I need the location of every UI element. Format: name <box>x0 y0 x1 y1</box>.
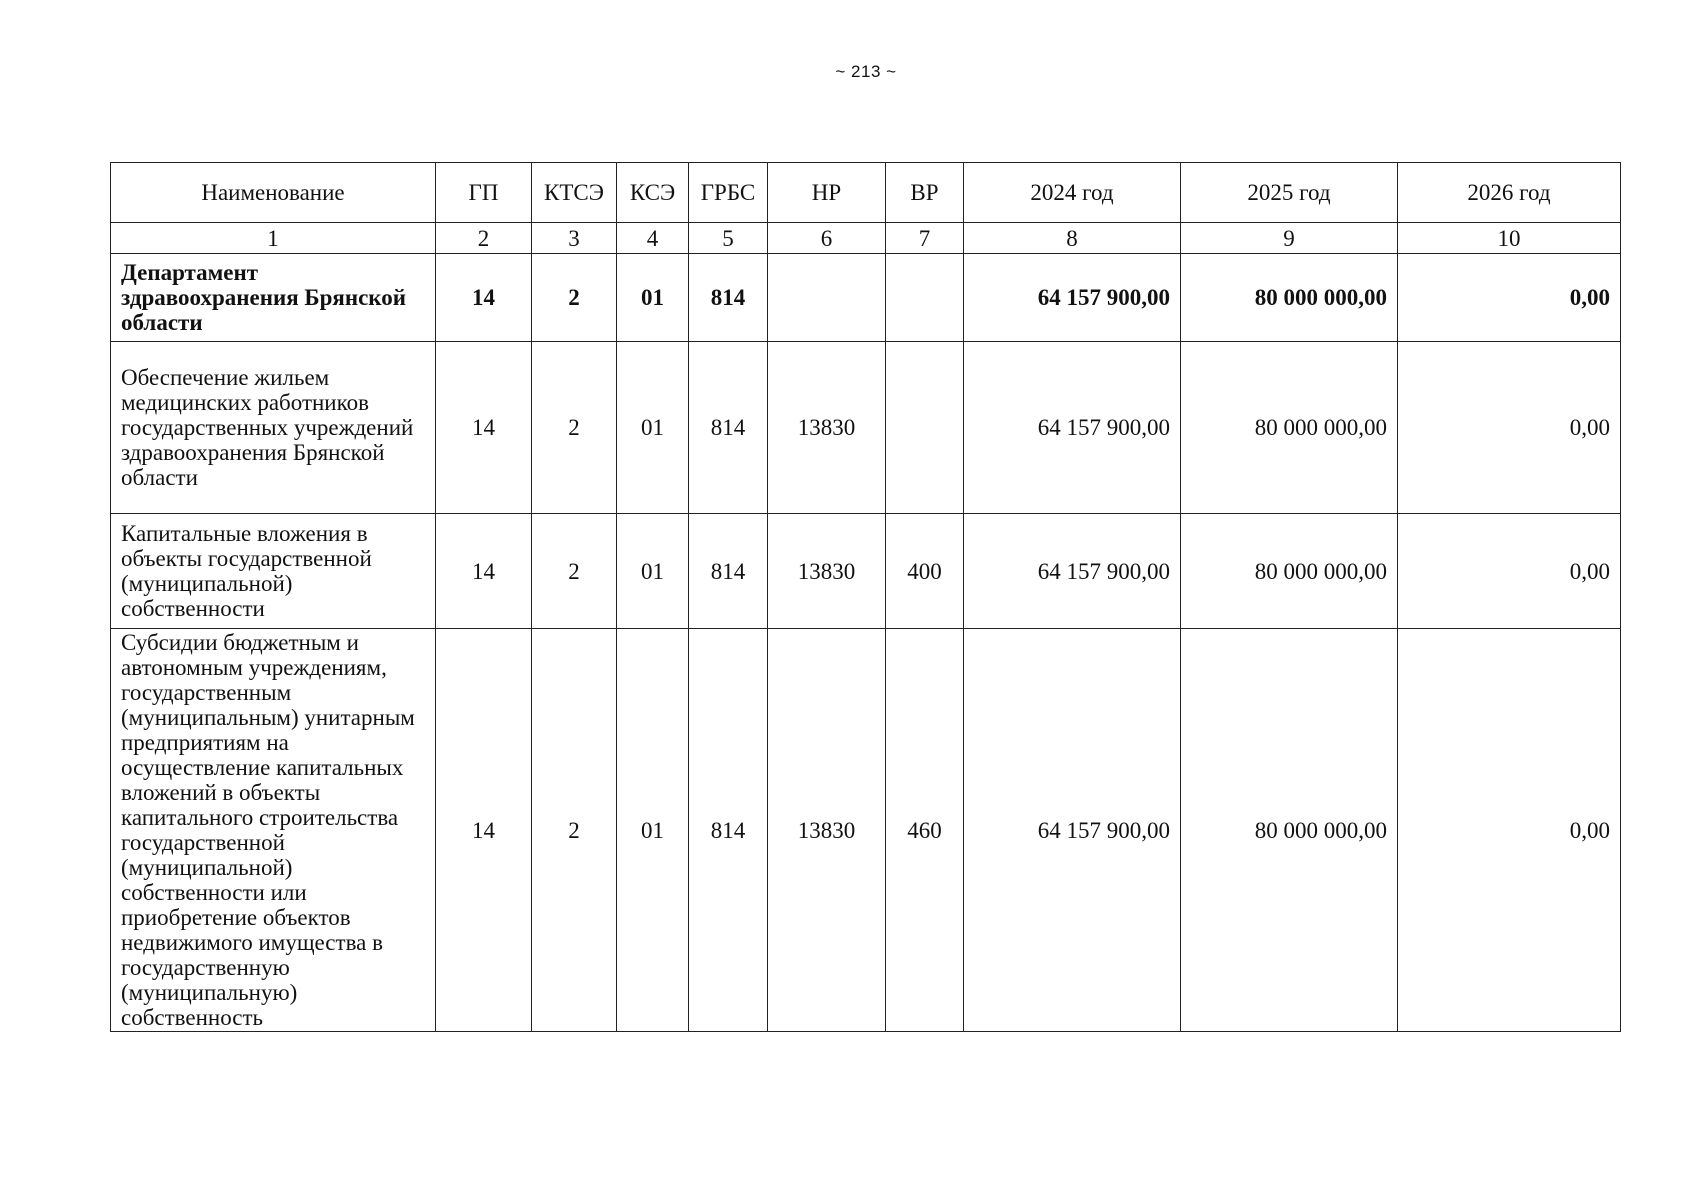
cell-nr: 13830 <box>768 342 886 514</box>
header-2025: 2025 год <box>1181 163 1398 223</box>
header-2026: 2026 год <box>1398 163 1621 223</box>
table-row <box>111 342 1621 514</box>
cell-2025: 80 000 000,00 <box>1181 629 1398 1032</box>
page-number: ~ 213 ~ <box>835 62 897 81</box>
cell-ktse: 2 <box>532 629 617 1032</box>
table-row <box>111 254 1621 342</box>
column-number: 2 <box>436 223 532 254</box>
cell-kse: 01 <box>617 514 689 629</box>
cell-grbs: 814 <box>689 342 768 514</box>
cell-2024: 64 157 900,00 <box>964 629 1181 1032</box>
cell-2026: 0,00 <box>1398 629 1621 1032</box>
header-row <box>111 163 1621 223</box>
cell-2026: 0,00 <box>1398 342 1621 514</box>
cell-grbs: 814 <box>689 514 768 629</box>
header-2024: 2024 год <box>964 163 1181 223</box>
column-number: 7 <box>886 223 964 254</box>
cell-vr: 400 <box>886 514 964 629</box>
cell-2025: 80 000 000,00 <box>1181 342 1398 514</box>
cell-ktse: 2 <box>532 254 617 342</box>
cell-gp: 14 <box>436 342 532 514</box>
cell-grbs: 814 <box>689 254 768 342</box>
column-number: 6 <box>768 223 886 254</box>
cell-2024: 64 157 900,00 <box>964 342 1181 514</box>
row-name: Субсидии бюджетным и автономным учреждениям, государственным (муниципальным) унитарным предприятиям на осуществление капитальных вложений в объекты капитального строительства государственной (муниципальной) собственности или приобретение объектов недвижимого имущества в государственную (муниципальную) собственность <box>111 629 436 1032</box>
row-name: Обеспечение жильем медицинских работников государственных учреждений здравоохранения Брянской области <box>111 342 436 514</box>
column-number-row <box>111 223 1621 254</box>
column-number: 10 <box>1398 223 1621 254</box>
header-grbs: ГРБС <box>689 163 768 223</box>
cell-gp: 14 <box>436 514 532 629</box>
cell-vr <box>886 254 964 342</box>
budget-table <box>110 162 1621 1032</box>
table-row <box>111 514 1621 629</box>
cell-2025: 80 000 000,00 <box>1181 514 1398 629</box>
header-vr: ВР <box>886 163 964 223</box>
cell-ktse: 2 <box>532 514 617 629</box>
cell-vr <box>886 342 964 514</box>
cell-nr: 13830 <box>768 629 886 1032</box>
column-number: 4 <box>617 223 689 254</box>
column-number: 9 <box>1181 223 1398 254</box>
column-number: 3 <box>532 223 617 254</box>
cell-2026: 0,00 <box>1398 254 1621 342</box>
row-name: Капитальные вложения в объекты государственной (муниципальной) собственности <box>111 514 436 629</box>
cell-gp: 14 <box>436 629 532 1032</box>
cell-2024: 64 157 900,00 <box>964 254 1181 342</box>
header-nr: НР <box>768 163 886 223</box>
cell-kse: 01 <box>617 629 689 1032</box>
cell-ktse: 2 <box>532 342 617 514</box>
cell-2024: 64 157 900,00 <box>964 514 1181 629</box>
cell-kse: 01 <box>617 342 689 514</box>
column-number: 8 <box>964 223 1181 254</box>
header-kse: КСЭ <box>617 163 689 223</box>
cell-kse: 01 <box>617 254 689 342</box>
cell-grbs: 814 <box>689 629 768 1032</box>
cell-2026: 0,00 <box>1398 514 1621 629</box>
column-number: 1 <box>111 223 436 254</box>
cell-vr: 460 <box>886 629 964 1032</box>
column-number: 5 <box>689 223 768 254</box>
cell-gp: 14 <box>436 254 532 342</box>
cell-nr: 13830 <box>768 514 886 629</box>
cell-nr <box>768 254 886 342</box>
header-ktse: КТСЭ <box>532 163 617 223</box>
table-row <box>111 629 1621 1032</box>
header-gp: ГП <box>436 163 532 223</box>
cell-2025: 80 000 000,00 <box>1181 254 1398 342</box>
header-name: Наименование <box>111 163 436 223</box>
row-name: Департамент здравоохранения Брянской области <box>111 254 436 342</box>
